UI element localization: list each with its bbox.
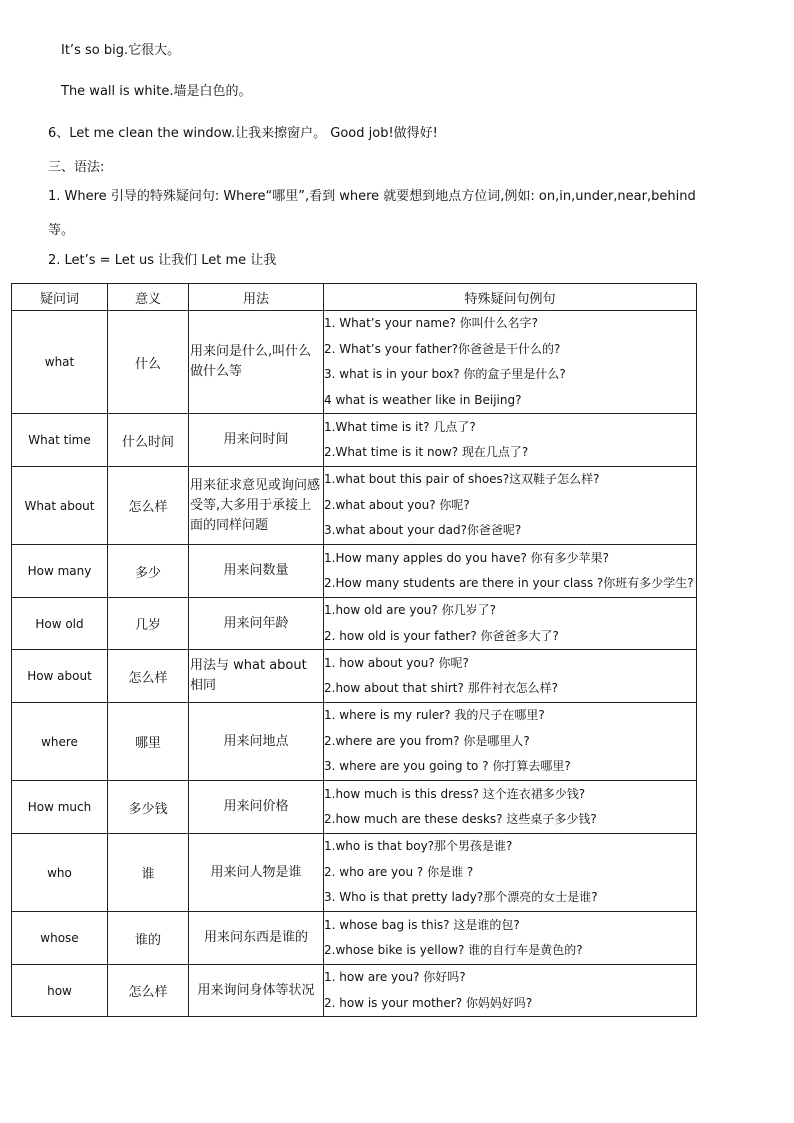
examples-cell	[324, 912, 697, 965]
meaning-cell: 什么	[108, 311, 189, 414]
table-row	[12, 965, 697, 1017]
table-row	[12, 781, 697, 834]
example-sentence: 2. how old is your father? 你爸爸多大了?	[324, 628, 559, 643]
usage-cell: 用来征求意见或询问感受等,大多用于承接上面的同样问题	[189, 467, 324, 545]
table-body	[12, 311, 697, 1017]
question-word-cell: What about	[12, 467, 108, 545]
example-sentence: 2.How many students are there in your class ?你班有多少学生?	[324, 576, 694, 590]
example-sentence: 2. who are you ? 你是谁 ?	[324, 864, 474, 879]
grammar-point-lets: 2. Let’s = Let us 让我们 Let me 让我	[48, 253, 277, 268]
question-word-cell: How old	[12, 598, 108, 650]
question-word-cell: what	[12, 311, 108, 414]
usage-cell: 用来问价格	[189, 781, 324, 834]
examples-cell	[324, 311, 697, 414]
header-question-word: 疑问词	[12, 284, 108, 311]
table-row	[12, 414, 697, 467]
meaning-cell: 哪里	[108, 703, 189, 781]
examples-cell	[324, 965, 697, 1017]
example-sentence: 1. how about you? 你呢?	[324, 655, 469, 670]
header-usage: 用法	[189, 284, 324, 311]
usage-cell: 用来问是什么,叫什么做什么等	[189, 311, 324, 414]
table-row	[12, 834, 697, 912]
example-sentence: 2.how about that shirt? 那件衬衣怎么样?	[324, 681, 559, 695]
examples-cell	[324, 781, 697, 834]
example-sentence: 3. what is in your box? 你的盒子里是什么?	[324, 367, 566, 381]
example-sentence: 2.What time is it now? 现在几点了?	[324, 445, 529, 459]
example-sentence: 1.how old are you? 你几岁了?	[324, 603, 496, 617]
usage-cell: 用来问年龄	[189, 598, 324, 650]
example-sentence: 4 what is weather like in Beijing?	[324, 392, 522, 407]
examples-cell	[324, 598, 697, 650]
table-row	[12, 545, 697, 598]
example-sentence: 2.whose bike is yellow? 谁的自行车是黄色的?	[324, 943, 583, 957]
question-word-cell: how	[12, 965, 108, 1017]
examples-cell	[324, 834, 697, 912]
example-sentence: 1.What time is it? 几点了?	[324, 419, 476, 434]
table-row	[12, 598, 697, 650]
example-sentence: 1.what bout this pair of shoes?这双鞋子怎么样?	[324, 472, 600, 487]
sentence-clean-window: 6、Let me clean the window.让我来擦窗户。 Good job!做得好!	[48, 126, 438, 141]
meaning-cell: 多少	[108, 545, 189, 598]
table-row	[12, 311, 697, 414]
meaning-cell: 什么时间	[108, 414, 189, 467]
example-sentence: 2.where are you from? 你是哪里人?	[324, 733, 530, 748]
usage-cell: 用来问地点	[189, 703, 324, 781]
question-word-cell: What time	[12, 414, 108, 467]
example-sentence: 2. how is your mother? 你妈妈好吗?	[324, 995, 533, 1010]
meaning-cell: 谁的	[108, 912, 189, 965]
example-sentence: 3. where are you going to ? 你打算去哪里?	[324, 759, 571, 774]
meaning-cell: 几岁	[108, 598, 189, 650]
table-row	[12, 912, 697, 965]
question-word-cell: where	[12, 703, 108, 781]
table-row	[12, 650, 697, 703]
table-row	[12, 467, 697, 545]
examples-cell	[324, 703, 697, 781]
usage-cell: 用来问东西是谁的	[189, 912, 324, 965]
example-sentence: 3. Who is that pretty lady?那个漂亮的女士是谁?	[324, 890, 598, 905]
examples-cell	[324, 467, 697, 545]
example-sentence: 3.what about your dad?你爸爸呢?	[324, 523, 522, 538]
example-sentence: 2. What’s your father?你爸爸是干什么的?	[324, 341, 561, 356]
sentence-its-so-big: It’s so big.它很大。	[61, 43, 181, 58]
question-word-cell: whose	[12, 912, 108, 965]
sentence-wall-is-white: The wall is white.墙是白色的。	[61, 84, 252, 99]
question-word-cell: How much	[12, 781, 108, 834]
usage-cell: 用来问时间	[189, 414, 324, 467]
section-heading-grammar: 三、语法:	[48, 160, 105, 175]
meaning-cell: 怎么样	[108, 467, 189, 545]
meaning-cell: 怎么样	[108, 965, 189, 1017]
table-row	[12, 703, 697, 781]
question-word-cell: How about	[12, 650, 108, 703]
usage-cell: 用来询问身体等状况	[189, 965, 324, 1017]
table-header-row	[12, 284, 697, 311]
usage-cell: 用来问人物是谁	[189, 834, 324, 912]
header-examples: 特殊疑问句例句	[324, 284, 697, 311]
examples-cell	[324, 650, 697, 703]
question-word-cell: How many	[12, 545, 108, 598]
example-sentence: 1.How many apples do you have? 你有多少苹果?	[324, 550, 610, 565]
usage-cell: 用法与 what about 相同	[189, 650, 324, 703]
example-sentence: 1. whose bag is this? 这是谁的包?	[324, 917, 520, 932]
example-sentence: 1.who is that boy?那个男孩是谁?	[324, 839, 513, 854]
example-sentence: 1. What’s your name? 你叫什么名字?	[324, 316, 539, 330]
example-sentence: 1.how much is this dress? 这个连衣裙多少钱?	[324, 786, 586, 801]
grammar-point-where-cont: 等。	[48, 223, 75, 238]
example-sentence: 1. where is my ruler? 我的尺子在哪里?	[324, 708, 545, 723]
meaning-cell: 谁	[108, 834, 189, 912]
header-meaning: 意义	[108, 284, 189, 311]
examples-cell	[324, 414, 697, 467]
examples-cell	[324, 545, 697, 598]
meaning-cell: 多少钱	[108, 781, 189, 834]
grammar-point-where: 1. Where 引导的特殊疑问句: Where“哪里”,看到 where 就要想到地点方位词,例如: on,in,under,near,behind	[48, 189, 696, 204]
usage-cell: 用来问数量	[189, 545, 324, 598]
example-sentence: 2.how much are these desks? 这些桌子多少钱?	[324, 812, 597, 826]
example-sentence: 1. how are you? 你好吗?	[324, 970, 466, 984]
example-sentence: 2.what about you? 你呢?	[324, 497, 470, 512]
meaning-cell: 怎么样	[108, 650, 189, 703]
question-word-cell: who	[12, 834, 108, 912]
question-word-table	[11, 283, 697, 1017]
